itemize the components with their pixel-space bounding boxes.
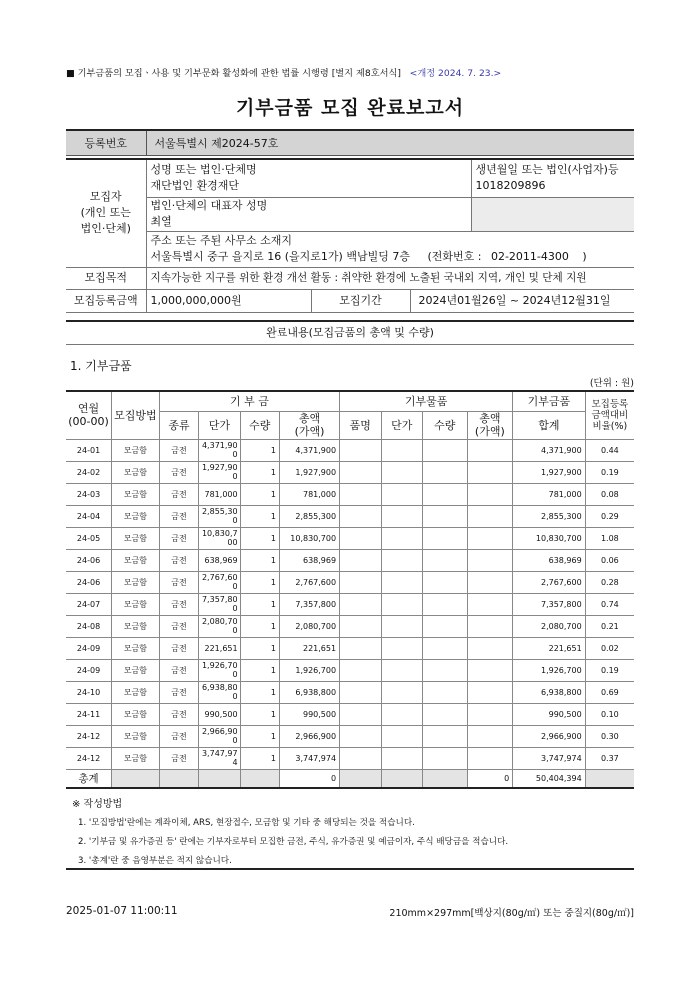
row-kind: 금전 (159, 615, 198, 637)
row-sum: 2,966,900 (513, 725, 586, 747)
table-row (66, 527, 634, 549)
row-month: 24-12 (66, 747, 112, 769)
header-donation: 기부금품 (513, 391, 586, 411)
row-total: 6,938,800 (279, 681, 339, 703)
note-item: 1. '모집방법'란에는 계좌이체, ARS, 현장접수, 모금함 및 기타 중 해당되는 것을 적습니다. (78, 818, 415, 828)
row-sum: 221,651 (513, 637, 586, 659)
row-month: 24-04 (66, 505, 112, 527)
row-sum: 2,855,300 (513, 505, 586, 527)
purpose-label: 모집목적 (66, 267, 146, 289)
header-total: 총액 (가액) (279, 411, 339, 439)
row-goods-unit-price (381, 659, 422, 681)
total-money: 0 (279, 769, 339, 788)
row-goods-unit-price (381, 483, 422, 505)
row-kind: 금전 (159, 549, 198, 571)
row-goods-total (467, 725, 513, 747)
row-total: 2,080,700 (279, 615, 339, 637)
collector-id-value: 1018209896 (475, 179, 546, 193)
row-method: 모금함 (112, 549, 160, 571)
collector-name-cell (146, 159, 471, 197)
unit-label: (단위 : 원) (589, 378, 634, 389)
row-kind: 금전 (159, 725, 198, 747)
table-row (66, 571, 634, 593)
row-unit-price: 2,855,30 0 (199, 505, 240, 527)
collector-label: 모집자 (개인 또는 법인·단체) (66, 159, 146, 267)
registration-number: 서울특별시 제2024-57호 (146, 130, 634, 156)
row-kind: 금전 (159, 483, 198, 505)
row-quantity: 1 (240, 703, 279, 725)
purpose-value: 지속가능한 지구를 위한 환경 개선 활동 : 취약한 환경에 노출된 국내외 지역, 개인 및 단체 지원 (146, 267, 634, 289)
row-quantity: 1 (240, 571, 279, 593)
row-quantity: 1 (240, 505, 279, 527)
header-goods-unit-price: 단가 (381, 411, 422, 439)
header-method: 모집방법 (112, 391, 160, 439)
row-method: 모금함 (112, 703, 160, 725)
row-ratio: 0.06 (585, 549, 634, 571)
header-kind: 종류 (159, 411, 198, 439)
row-goods-total (467, 439, 513, 461)
row-quantity: 1 (240, 549, 279, 571)
row-total: 4,371,900 (279, 439, 339, 461)
row-item-name (340, 505, 381, 527)
row-ratio: 0.02 (585, 637, 634, 659)
row-unit-price: 2,966,90 0 (199, 725, 240, 747)
representative-label: 법인·단체의 대표자 성명 (150, 199, 268, 212)
table-row (66, 461, 634, 483)
row-quantity: 1 (240, 439, 279, 461)
row-sum: 2,767,600 (513, 571, 586, 593)
row-goods-quantity (422, 461, 467, 483)
row-ratio: 0.37 (585, 747, 634, 769)
row-unit-price: 7,357,80 0 (199, 593, 240, 615)
row-item-name (340, 659, 381, 681)
row-unit-price: 6,938,80 0 (199, 681, 240, 703)
row-goods-quantity (422, 615, 467, 637)
row-month: 24-09 (66, 659, 112, 681)
row-month: 24-11 (66, 703, 112, 725)
row-ratio: 0.19 (585, 461, 634, 483)
amount-row (146, 289, 634, 312)
collector-id-cell (471, 159, 634, 197)
row-sum: 1,926,700 (513, 659, 586, 681)
total-shaded-cell (240, 769, 279, 788)
period-value: 2024년01월26일 ~ 2024년12월31일 (418, 293, 611, 307)
row-item-name (340, 747, 381, 769)
row-goods-unit-price (381, 461, 422, 483)
total-shaded-cell (422, 769, 467, 788)
row-quantity: 1 (240, 681, 279, 703)
row-goods-total (467, 571, 513, 593)
row-goods-total (467, 483, 513, 505)
row-item-name (340, 483, 381, 505)
table-row (66, 659, 634, 681)
row-method: 모금함 (112, 505, 160, 527)
amount-value: 1,000,000,000원 (147, 290, 312, 312)
row-sum: 638,969 (513, 549, 586, 571)
header-money: 기 부 금 (159, 391, 339, 411)
row-ratio: 0.28 (585, 571, 634, 593)
row-goods-quantity (422, 637, 467, 659)
total-shaded-cell (381, 769, 422, 788)
row-quantity: 1 (240, 747, 279, 769)
row-goods-quantity (422, 681, 467, 703)
row-unit-price: 638,969 (199, 549, 240, 571)
row-kind: 금전 (159, 461, 198, 483)
notes-title: ※ 작성방법 (72, 799, 123, 810)
row-month: 24-08 (66, 615, 112, 637)
row-item-name (340, 461, 381, 483)
row-total: 990,500 (279, 703, 339, 725)
row-unit-price: 990,500 (199, 703, 240, 725)
row-total: 221,651 (279, 637, 339, 659)
table-row (66, 439, 634, 461)
registration-label: 등록번호 (66, 130, 146, 156)
row-kind: 금전 (159, 681, 198, 703)
total-shaded-cell (159, 769, 198, 788)
row-total: 7,357,800 (279, 593, 339, 615)
row-goods-unit-price (381, 505, 422, 527)
row-method: 모금함 (112, 659, 160, 681)
empty-cell (471, 197, 634, 231)
row-method: 모금함 (112, 593, 160, 615)
row-goods-quantity (422, 659, 467, 681)
row-month: 24-06 (66, 571, 112, 593)
row-kind: 금전 (159, 637, 198, 659)
row-item-name (340, 637, 381, 659)
row-method: 모금함 (112, 725, 160, 747)
table-row (66, 505, 634, 527)
table-row (66, 615, 634, 637)
row-goods-unit-price (381, 571, 422, 593)
section-title: 완료내용(모집금품의 총액 및 수량) (66, 320, 634, 345)
address-cell (146, 231, 634, 267)
row-unit-price: 10,830,7 00 (199, 527, 240, 549)
row-goods-quantity (422, 593, 467, 615)
page-title: 기부금품 모집 완료보고서 (235, 97, 465, 119)
row-total: 781,000 (279, 483, 339, 505)
collector-name-value: 재단법인 환경재단 (150, 179, 240, 193)
row-method: 모금함 (112, 615, 160, 637)
collector-name-label: 성명 또는 법인·단체명 (150, 163, 257, 177)
row-kind: 금전 (159, 703, 198, 725)
row-unit-price: 2,080,70 0 (199, 615, 240, 637)
row-month: 24-10 (66, 681, 112, 703)
row-item-name (340, 549, 381, 571)
collector-info-table (66, 158, 634, 313)
revision-date: <개정 2024. 7. 23.> (409, 68, 502, 79)
note-item: 2. '기부금 및 유가증권 등' 란에는 기부자로부터 모집한 금전, 주식, 유가증권 및 예금이자, 주식 배당금을 적습니다. (78, 837, 509, 847)
row-unit-price: 1,927,90 0 (199, 461, 240, 483)
header-unit-price: 단가 (199, 411, 240, 439)
row-quantity: 1 (240, 593, 279, 615)
row-method: 모금함 (112, 571, 160, 593)
row-sum: 7,357,800 (513, 593, 586, 615)
row-total: 10,830,700 (279, 527, 339, 549)
row-item-name (340, 703, 381, 725)
row-goods-unit-price (381, 725, 422, 747)
row-total: 638,969 (279, 549, 339, 571)
row-unit-price: 2,767,60 0 (199, 571, 240, 593)
row-ratio: 0.30 (585, 725, 634, 747)
header-sum: 합계 (513, 411, 586, 439)
row-item-name (340, 527, 381, 549)
row-kind: 금전 (159, 439, 198, 461)
table-row (66, 681, 634, 703)
row-goods-unit-price (381, 615, 422, 637)
amount-period-line (147, 290, 635, 312)
row-goods-total (467, 659, 513, 681)
row-unit-price: 4,371,90 0 (199, 439, 240, 461)
table-row (66, 703, 634, 725)
row-sum: 3,747,974 (513, 747, 586, 769)
row-kind: 금전 (159, 527, 198, 549)
row-unit-price: 781,000 (199, 483, 240, 505)
total-shaded-cell (199, 769, 240, 788)
row-ratio: 0.21 (585, 615, 634, 637)
subsection-title: 1. 기부금품 (70, 359, 132, 373)
total-shaded-cell (585, 769, 634, 788)
row-ratio: 0.29 (585, 505, 634, 527)
row-item-name (340, 681, 381, 703)
row-goods-unit-price (381, 593, 422, 615)
row-sum: 781,000 (513, 483, 586, 505)
row-quantity: 1 (240, 637, 279, 659)
table-row (66, 483, 634, 505)
legal-basis-text: ■ 기부금품의 모집ㆍ사용 및 기부문화 활성화에 관한 법률 시행령 [별지 제8호서식] (66, 68, 401, 79)
header-ratio: 모집등록 금액대비 비율(%) (585, 391, 634, 439)
row-goods-total (467, 615, 513, 637)
period-label: 모집기간 (312, 290, 411, 312)
row-goods-quantity (422, 747, 467, 769)
address-line (151, 249, 631, 265)
registration-table (66, 129, 634, 156)
row-month: 24-02 (66, 461, 112, 483)
row-goods-quantity (422, 505, 467, 527)
row-quantity: 1 (240, 615, 279, 637)
row-goods-total (467, 681, 513, 703)
row-item-name (340, 571, 381, 593)
row-ratio: 0.69 (585, 681, 634, 703)
row-method: 모금함 (112, 461, 160, 483)
row-goods-unit-price (381, 439, 422, 461)
address-label: 주소 또는 주된 사무소 소재지 (150, 234, 292, 247)
row-month: 24-09 (66, 637, 112, 659)
row-total: 1,926,700 (279, 659, 339, 681)
header-quantity: 수량 (240, 411, 279, 439)
row-goods-total (467, 593, 513, 615)
row-quantity: 1 (240, 483, 279, 505)
row-ratio: 1.08 (585, 527, 634, 549)
row-month: 24-01 (66, 439, 112, 461)
row-item-name (340, 593, 381, 615)
table-row (66, 549, 634, 571)
address-value: 서울특별시 중구 을지로 16 (을지로1가) 백남빌딩 7층 (150, 250, 410, 263)
row-goods-unit-price (381, 527, 422, 549)
footer-timestamp: 2025-01-07 11:00:11 (66, 905, 178, 917)
row-goods-quantity (422, 549, 467, 571)
row-goods-quantity (422, 483, 467, 505)
donation-table (66, 390, 634, 789)
row-goods-quantity (422, 527, 467, 549)
row-total: 2,855,300 (279, 505, 339, 527)
row-goods-total (467, 527, 513, 549)
row-method: 모금함 (112, 527, 160, 549)
end-divider (66, 868, 634, 870)
row-quantity: 1 (240, 725, 279, 747)
row-sum: 6,938,800 (513, 681, 586, 703)
row-goods-quantity (422, 439, 467, 461)
total-shaded-cell (340, 769, 381, 788)
row-method: 모금함 (112, 681, 160, 703)
row-kind: 금전 (159, 571, 198, 593)
row-method: 모금함 (112, 637, 160, 659)
table-row (66, 725, 634, 747)
row-goods-total (467, 549, 513, 571)
row-quantity: 1 (240, 659, 279, 681)
table-row (66, 593, 634, 615)
row-goods-total (467, 703, 513, 725)
row-ratio: 0.74 (585, 593, 634, 615)
row-goods-total (467, 461, 513, 483)
header-goods-total: 총액 (가액) (467, 411, 513, 439)
row-month: 24-03 (66, 483, 112, 505)
row-goods-unit-price (381, 681, 422, 703)
row-goods-total (467, 505, 513, 527)
legal-basis (66, 65, 501, 79)
total-shaded-cell (112, 769, 160, 788)
row-ratio: 0.19 (585, 659, 634, 681)
row-unit-price: 3,747,97 4 (199, 747, 240, 769)
row-month: 24-07 (66, 593, 112, 615)
row-goods-total (467, 747, 513, 769)
total-label: 총계 (66, 769, 112, 788)
row-goods-unit-price (381, 747, 422, 769)
row-kind: 금전 (159, 505, 198, 527)
row-total: 3,747,974 (279, 747, 339, 769)
row-sum: 1,927,900 (513, 461, 586, 483)
table-row (66, 637, 634, 659)
row-sum: 10,830,700 (513, 527, 586, 549)
phone-value: 02-2011-4300 (490, 250, 569, 263)
header-goods-quantity: 수량 (422, 411, 467, 439)
row-goods-unit-price (381, 637, 422, 659)
footer-paper-spec: 210mm×297mm[백상지(80g/㎡) 또는 중질지(80g/㎡)] (389, 908, 634, 919)
row-kind: 금전 (159, 747, 198, 769)
row-sum: 990,500 (513, 703, 586, 725)
row-kind: 금전 (159, 659, 198, 681)
row-goods-unit-price (381, 703, 422, 725)
table-row (66, 747, 634, 769)
row-ratio: 0.08 (585, 483, 634, 505)
amount-label: 모집등록금액 (66, 289, 146, 312)
header-goods: 기부물품 (340, 391, 513, 411)
row-total: 2,767,600 (279, 571, 339, 593)
row-goods-quantity (422, 703, 467, 725)
row-sum: 4,371,900 (513, 439, 586, 461)
total-goods: 0 (467, 769, 513, 788)
row-goods-quantity (422, 571, 467, 593)
phone-close: ) (582, 250, 587, 263)
donation-rows (66, 439, 634, 769)
row-ratio: 0.44 (585, 439, 634, 461)
row-kind: 금전 (159, 593, 198, 615)
row-goods-total (467, 637, 513, 659)
row-goods-quantity (422, 725, 467, 747)
collector-id-label: 생년월일 또는 법인(사업자)등 (475, 163, 619, 177)
row-total: 2,966,900 (279, 725, 339, 747)
row-unit-price: 1,926,70 0 (199, 659, 240, 681)
row-goods-unit-price (381, 549, 422, 571)
note-item: 3. '총계'란 중 음영부분은 적지 않습니다. (78, 856, 232, 866)
row-quantity: 1 (240, 461, 279, 483)
total-sum: 50,404,394 (513, 769, 586, 788)
row-sum: 2,080,700 (513, 615, 586, 637)
row-method: 모금함 (112, 439, 160, 461)
header-item-name: 품명 (340, 411, 381, 439)
row-item-name (340, 439, 381, 461)
row-total: 1,927,900 (279, 461, 339, 483)
row-month: 24-05 (66, 527, 112, 549)
row-item-name (340, 615, 381, 637)
row-ratio: 0.10 (585, 703, 634, 725)
notes (72, 795, 508, 871)
representative-value: 최열 (150, 215, 172, 228)
row-month: 24-12 (66, 725, 112, 747)
phone-label: (전화번호 : (427, 250, 482, 263)
row-item-name (340, 725, 381, 747)
row-month: 24-06 (66, 549, 112, 571)
row-unit-price: 221,651 (199, 637, 240, 659)
representative-cell (146, 197, 471, 231)
row-method: 모금함 (112, 483, 160, 505)
header-month: 연월 (00-00) (66, 391, 112, 439)
row-quantity: 1 (240, 527, 279, 549)
row-method: 모금함 (112, 747, 160, 769)
